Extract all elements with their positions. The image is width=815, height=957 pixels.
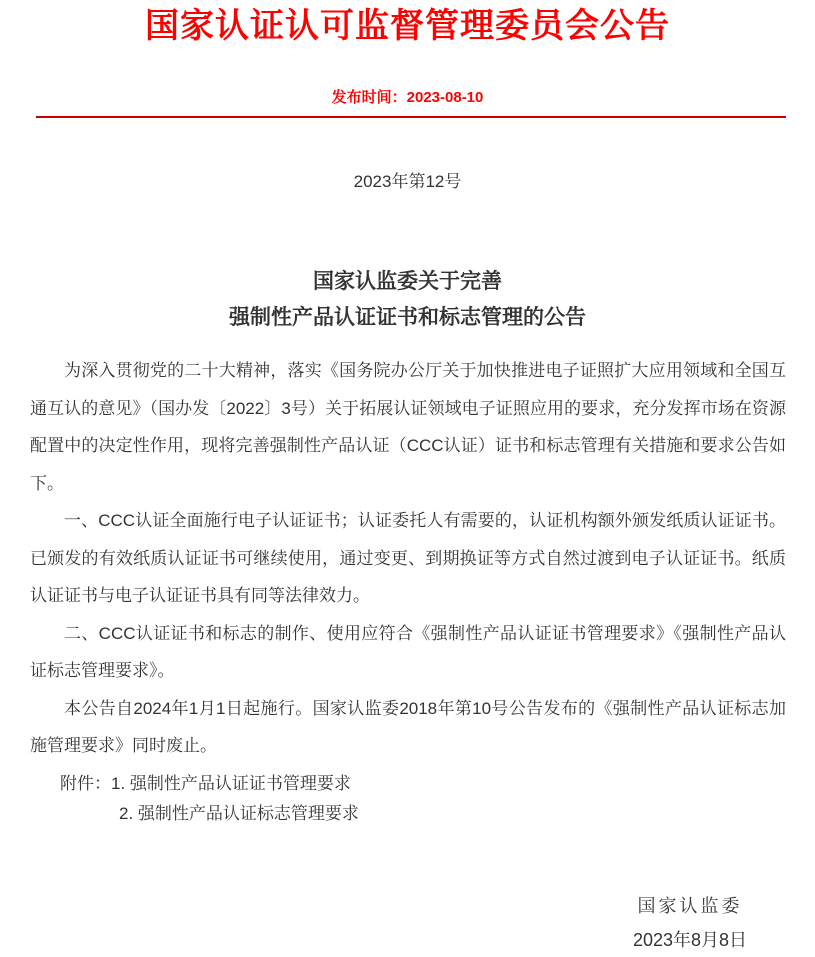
page-title: 国家认证认可监督管理委员会公告 bbox=[145, 7, 670, 45]
attachment-item-1: 1. 强制性产品认证证书管理要求 bbox=[111, 773, 351, 793]
doc-body bbox=[30, 352, 786, 765]
attachments-label: 附件： bbox=[60, 773, 111, 793]
attachments bbox=[30, 769, 786, 829]
doc-number: 2023年第12号 bbox=[353, 172, 462, 191]
doc-title-line-1: 国家认监委关于完善 bbox=[313, 270, 502, 293]
signature-block bbox=[585, 889, 795, 957]
publish-time bbox=[0, 88, 815, 108]
announcement-page bbox=[0, 6, 815, 957]
paragraph-intro: 为深入贯彻党的二十大精神，落实《国务院办公厅关于加快推进电子证照扩大应用领域和全国互通互认的意见》（国办发〔2022〕3号）关于拓展认证领域电子证照应用的要求，充分发挥市场在资源配置中的决定性作用，现将完善强制性产品认证（CCC认证）证书和标志管理有关措施和要求公告如下。 bbox=[30, 361, 786, 493]
signature-org: 国家认监委 bbox=[637, 895, 743, 916]
red-divider bbox=[36, 116, 786, 118]
signature-date: 2023年8月8日 bbox=[632, 929, 748, 950]
paragraph-effective-date: 本公告自2024年1月1日起施行。国家认监委2018年第10号公告发布的《强制性产品认证标志加施管理要求》同时废止。 bbox=[30, 698, 786, 755]
attachment-row bbox=[30, 769, 786, 799]
attachment-item-2: 2. 强制性产品认证标志管理要求 bbox=[119, 803, 359, 823]
paragraph-item-2: 二、CCC认证证书和标志的制作、使用应符合《强制性产品认证证书管理要求》《强制性产品认证标志管理要求》。 bbox=[30, 623, 786, 680]
publish-time-label: 发布时间： bbox=[331, 89, 407, 106]
doc-title-line-2: 强制性产品认证证书和标志管理的公告 bbox=[229, 306, 586, 329]
paragraph-item-1: 一、CCC认证全面施行电子认证证书；认证委托人有需要的，认证机构额外颁发纸质认证证书。已颁发的有效纸质认证证书可继续使用，通过变更、到期换证等方式自然过渡到电子认证证书。纸质认证证书与电子认证证书具有同等法律效力。 bbox=[30, 511, 786, 605]
doc-title bbox=[0, 264, 815, 336]
publish-time-value: 2023-08-10 bbox=[406, 89, 484, 106]
